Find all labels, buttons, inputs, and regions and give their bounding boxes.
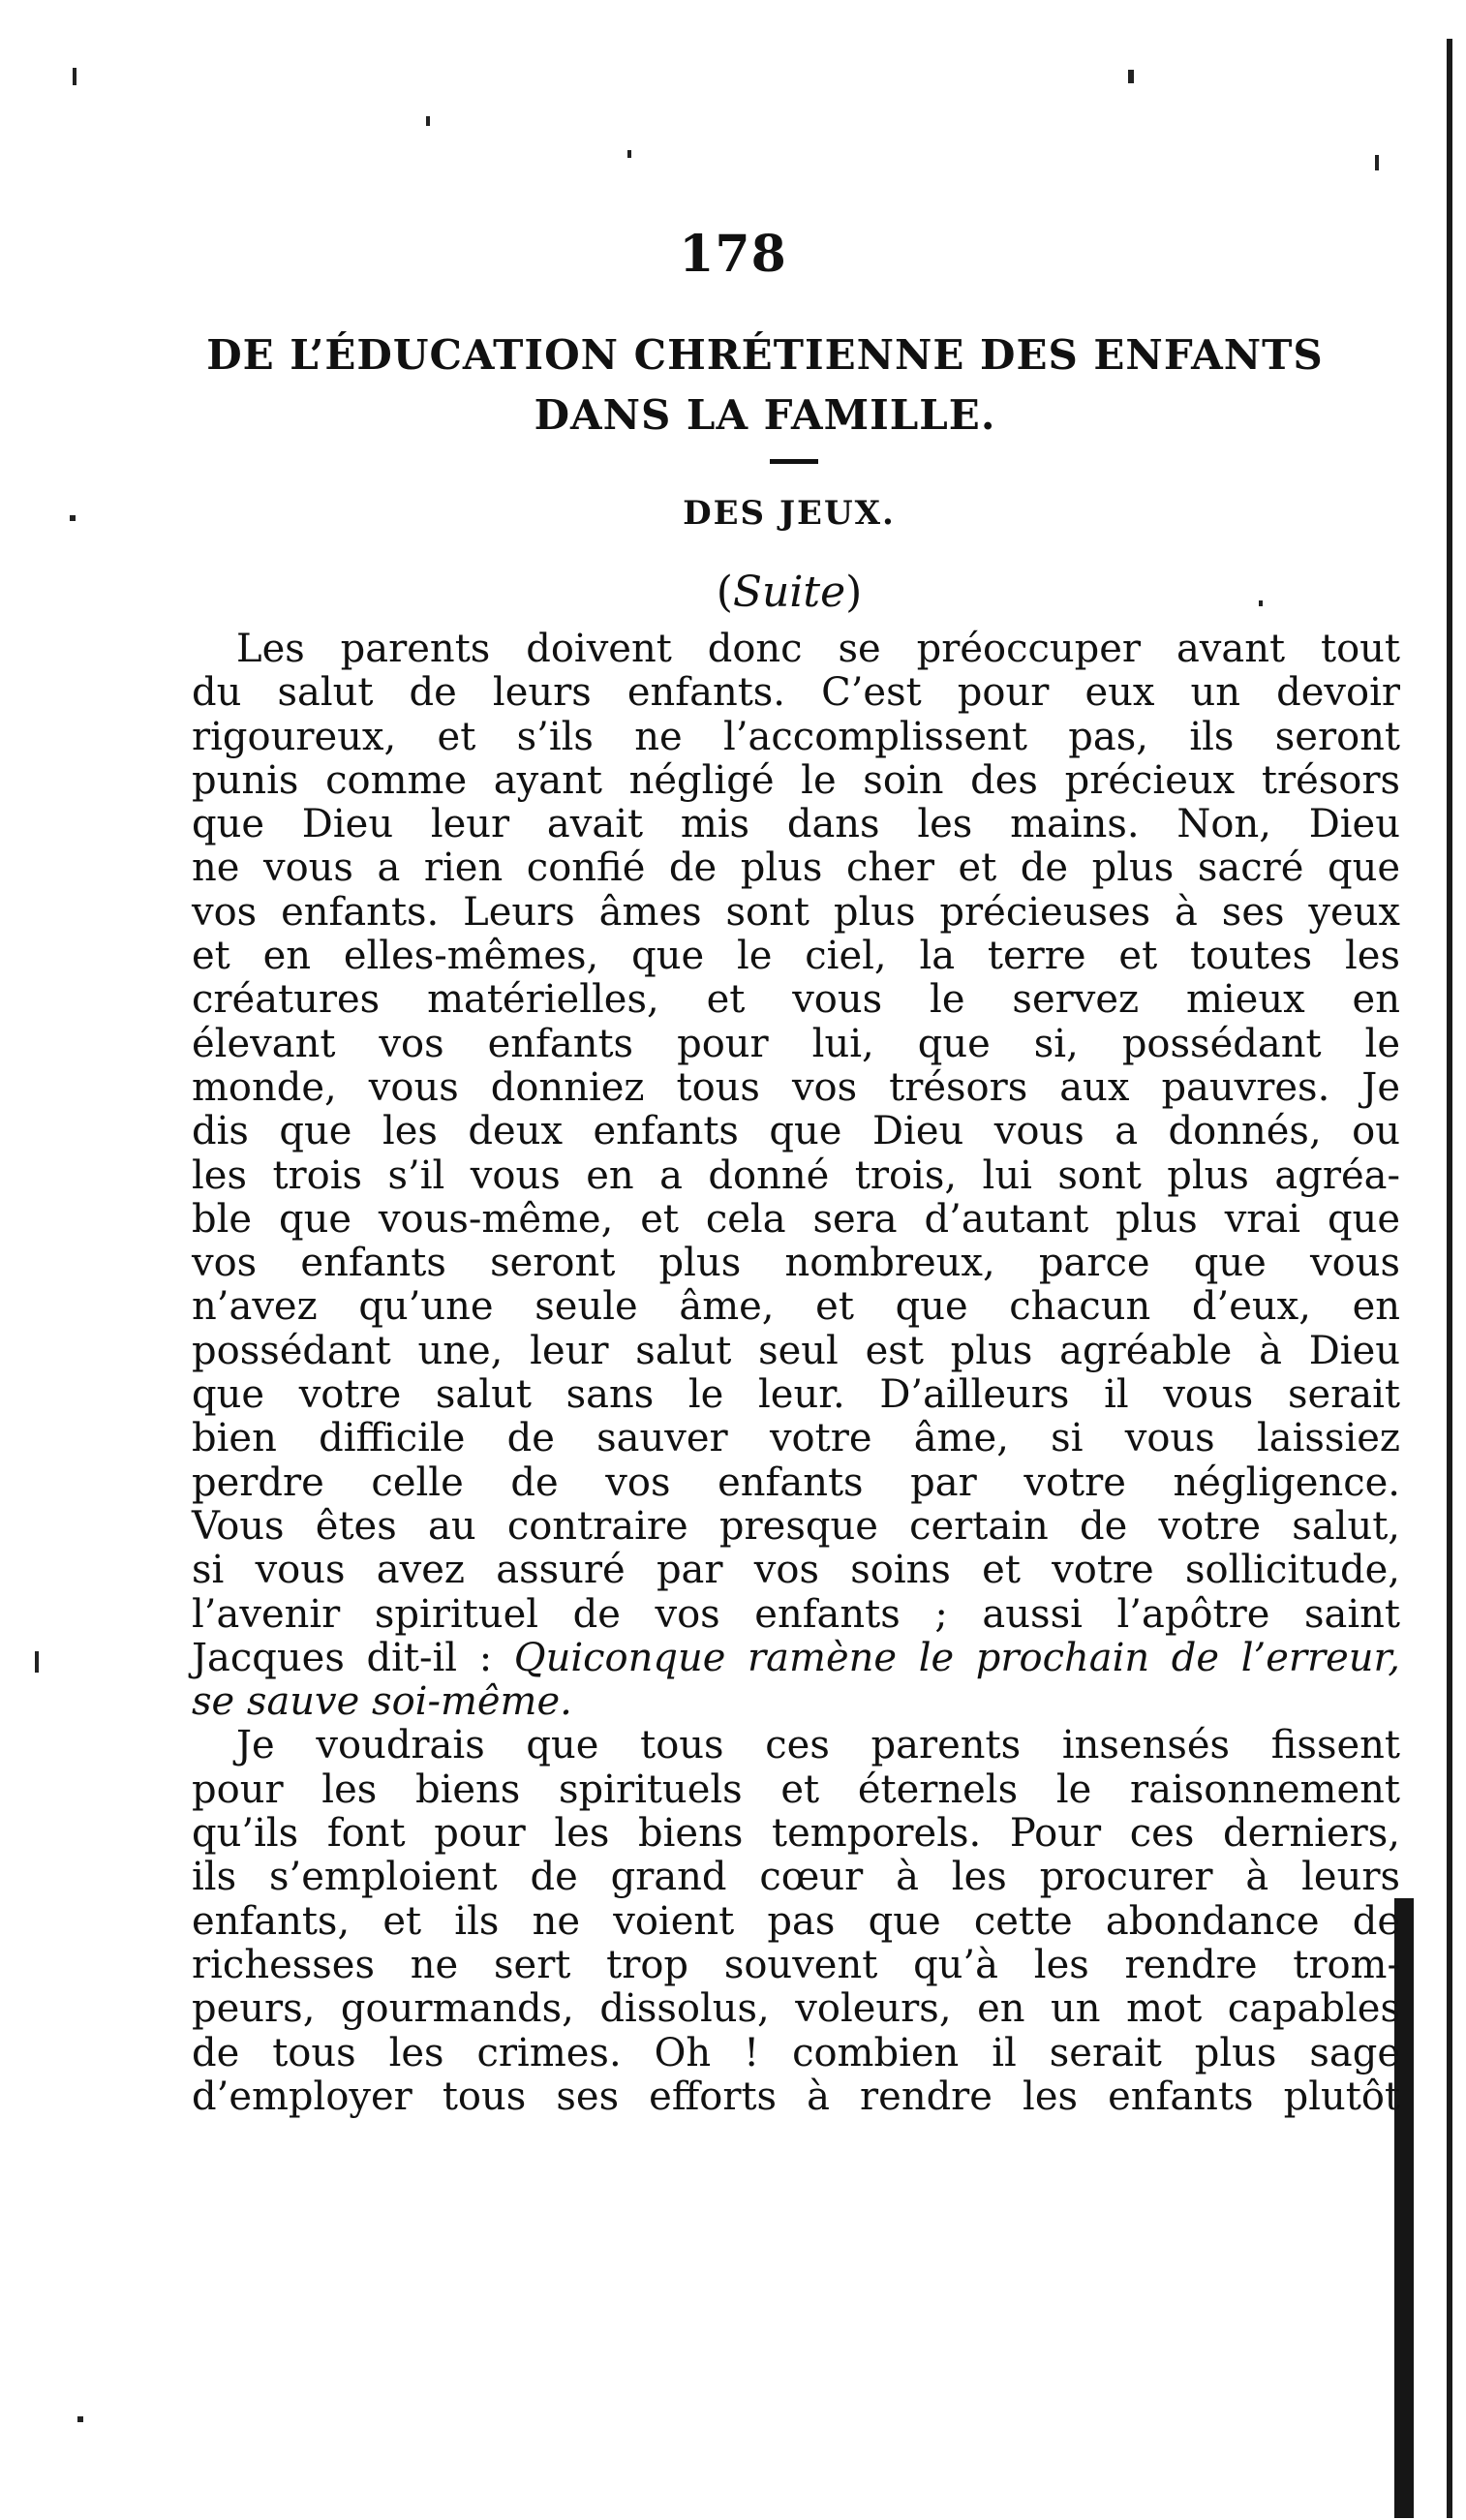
page-number: 178: [679, 225, 787, 284]
text-line: ne vous a rien confié de plus cher et de plus sacré que: [192, 845, 1400, 891]
text-line: ils s’emploient de grand cœur à les procurer à leurs: [192, 1855, 1400, 1900]
text-line: de tous les crimes. Oh ! combien il serait plus sage: [192, 2030, 1400, 2075]
text-line: créatures matérielles, et vous le servez mieux en: [192, 977, 1400, 1023]
text-line: vos enfants seront plus nombreux, parce que vous: [192, 1241, 1400, 1286]
text-line: dis que les deux enfants que Dieu vous a donnés, ou: [192, 1109, 1400, 1154]
text-line: qu’ils font pour les biens temporels. Pour ces derniers,: [192, 1811, 1400, 1857]
text-line: bien difficile de sauver votre âme, si vous laissiez: [192, 1416, 1400, 1461]
text-line: pour les biens spirituels et éternels le raisonnement: [192, 1767, 1400, 1812]
text-line: ble que vous-même, et cela sera d’autant plus vrai que: [192, 1196, 1400, 1242]
text-line: que Dieu leur avait mis dans les mains. Non, Dieu: [192, 802, 1400, 847]
text-line: peurs, gourmands, dissolus, voleurs, en un mot capables: [192, 1986, 1400, 2032]
subtitle-open: (: [716, 568, 733, 617]
quote-text: Quiconque ramène le prochain de l’erreur,: [513, 1635, 1401, 1680]
text-line: élevant vos enfants pour lui, que si, possédant le: [192, 1021, 1400, 1066]
text-line: enfants, et ils ne voient pas que cette abondance de: [192, 1898, 1400, 1944]
quote-lead: Jacques dit-il :: [192, 1635, 514, 1680]
text-line: et en elles-mêmes, que le ciel, la terre et toutes les: [192, 934, 1400, 979]
text-line: richesses ne sert trop souvent qu’à les rendre trom-: [192, 1942, 1400, 1987]
separator-dash: [770, 459, 818, 464]
section-title: DES JEUX.: [683, 494, 896, 533]
subtitle-close: ): [845, 568, 863, 617]
quote-text-end: se sauve soi-même.: [192, 1679, 572, 1725]
text-line: perdre celle de vos enfants par votre négligence.: [192, 1460, 1400, 1505]
heading-line-2: DANS LA FAMILLE.: [534, 391, 996, 439]
text-line: [192, 1637, 1400, 1680]
heading-line-1: DE L’ÉDUCATION CHRÉTIENNE DES ENFANTS: [206, 331, 1324, 379]
text-line: n’avez qu’une seule âme, et que chacun d’eux, en: [192, 1284, 1400, 1330]
text-line: monde, vous donniez tous vos trésors aux pauvres. Je: [192, 1064, 1400, 1110]
text-line: les trois s’il vous en a donné trois, lui sont plus agréa-: [192, 1152, 1400, 1198]
text-line: rigoureux, et s’ils ne l’accomplissent pas, ils seront: [192, 714, 1400, 759]
text-line: possédant une, leur salut seul est plus agréable à Dieu: [192, 1328, 1400, 1373]
text-line: punis comme ayant négligé le soin des précieux trésors: [192, 757, 1400, 803]
text-line: Je voudrais que tous ces parents insensés fissent: [236, 1723, 1400, 1768]
text-line: que votre salut sans le leur. D’ailleurs il vous serait: [192, 1372, 1400, 1418]
text-line: Les parents doivent donc se préoccuper avant tout: [236, 627, 1400, 671]
text-line: du salut de leurs enfants. C’est pour eux un devoir: [192, 670, 1400, 716]
page-edge-shadow: [1447, 39, 1452, 2518]
subtitle-italic: Suite: [732, 568, 846, 617]
body-text: [192, 628, 1400, 2119]
chapter-heading: [184, 325, 1346, 446]
text-line: l’avenir spirituel de vos enfants ; aussi l’apôtre saint: [192, 1591, 1400, 1637]
subtitle: [0, 568, 1466, 617]
text-line: si vous avez assuré par vos soins et votre sollicitude,: [192, 1548, 1400, 1593]
text-line: vos enfants. Leurs âmes sont plus précieuses à ses yeux: [192, 889, 1400, 935]
text-line: d’employer tous ses efforts à rendre les enfants plutôt: [192, 2074, 1400, 2119]
text-line: Vous êtes au contraire presque certain de votre salut,: [192, 1503, 1400, 1549]
